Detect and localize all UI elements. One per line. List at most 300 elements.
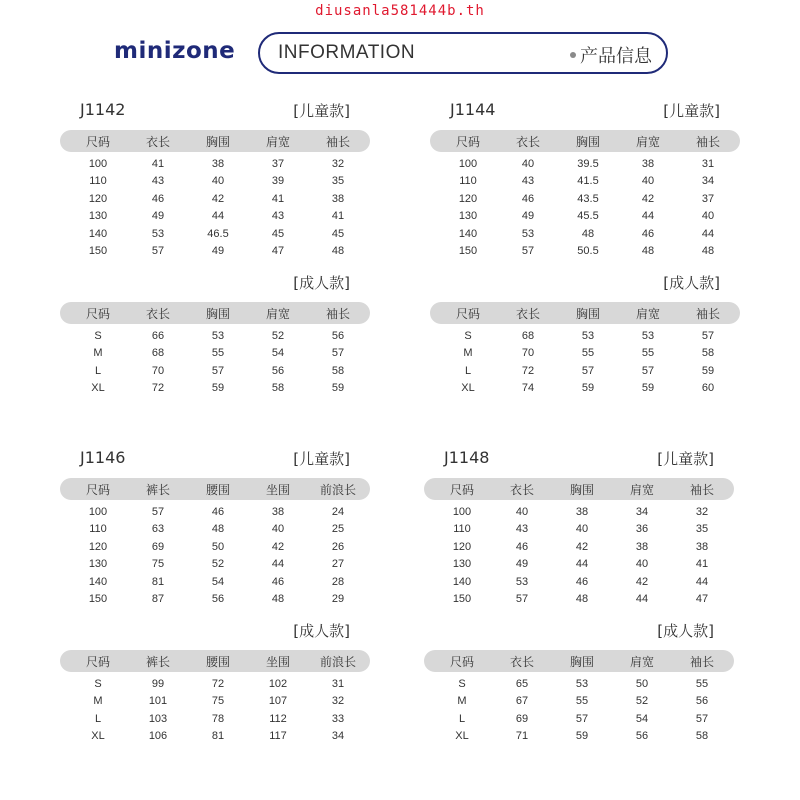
table-cell: 71 — [515, 730, 529, 743]
table-cell: XL — [461, 382, 475, 395]
table-row — [60, 365, 370, 382]
header-cell: 袖长 — [695, 307, 720, 321]
table-cell: 41 — [151, 158, 165, 170]
table-row — [60, 175, 370, 192]
table-cell: 45.5 — [577, 210, 599, 223]
table-cell: 40 — [271, 523, 285, 536]
table-cell: 81 — [211, 730, 225, 743]
table-cell: 32 — [695, 506, 709, 518]
table-cell: 46 — [515, 540, 529, 553]
table-cell: 42 — [575, 540, 589, 553]
header-cell: 尺码 — [85, 307, 110, 321]
table-row — [424, 730, 734, 747]
kids-label: [儿童款] — [293, 450, 350, 468]
table-row — [60, 541, 370, 558]
table-row — [430, 245, 740, 262]
table-row — [424, 678, 734, 695]
table-row — [430, 175, 740, 192]
table-cell: 72 — [151, 382, 165, 395]
table-cell: 57 — [151, 506, 165, 518]
table-cell: 38 — [641, 158, 655, 170]
table-cell: 54 — [211, 575, 225, 588]
table-row — [430, 347, 740, 364]
table-row — [60, 695, 370, 712]
table-row — [60, 347, 370, 364]
table-cell: 55 — [695, 678, 709, 690]
table-cell: 150 — [452, 593, 472, 605]
table-cell: 40 — [211, 175, 225, 188]
table-cell: 44 — [641, 210, 655, 223]
table-cell: 47 — [695, 593, 709, 605]
size-block-j1146 — [60, 448, 370, 748]
table-cell: 42 — [211, 192, 225, 205]
kids-label: [儿童款] — [657, 450, 714, 468]
table-cell: 43 — [271, 210, 285, 223]
header-cell: 衣长 — [509, 655, 534, 669]
product-code: J1146 — [80, 448, 126, 467]
table-cell: 48 — [331, 245, 345, 257]
table-cell: 43 — [515, 523, 529, 536]
table-cell: 102 — [268, 678, 288, 690]
table-row — [60, 558, 370, 575]
table-cell: 99 — [151, 678, 165, 690]
table-row — [430, 330, 740, 347]
table-cell: M — [457, 695, 467, 708]
table-cell: 106 — [148, 730, 168, 743]
table-cell: 53 — [581, 330, 595, 342]
table-cell: 46 — [575, 575, 589, 588]
table-cell: 53 — [211, 330, 225, 342]
table-row — [424, 541, 734, 558]
table-cell: 59 — [701, 364, 715, 377]
table-cell: XL — [455, 730, 469, 743]
table-cell: 38 — [575, 506, 589, 518]
size-block-j1142 — [60, 100, 370, 400]
adult-label: [成人款] — [663, 274, 720, 292]
table-row — [430, 158, 740, 175]
table-cell: 24 — [331, 506, 345, 518]
header-cell: 肩宽 — [629, 655, 654, 669]
table-cell: 56 — [271, 364, 285, 377]
table-cell: 110 — [89, 175, 107, 188]
header-cell: 前浪长 — [319, 655, 356, 669]
table-cell: 25 — [331, 523, 345, 536]
header-cell: 衣长 — [509, 483, 534, 497]
table-cell: 41 — [271, 192, 285, 205]
header-cell: 肩宽 — [265, 135, 290, 149]
table-cell: 120 — [88, 192, 108, 205]
table-cell: 43.5 — [577, 192, 599, 205]
table-cell: S — [94, 330, 102, 342]
size-block-j1144 — [430, 100, 740, 400]
table-cell: 46 — [211, 506, 225, 518]
table-cell: 46 — [641, 227, 655, 240]
table-cell: 130 — [88, 210, 108, 223]
table-cell: 55 — [641, 347, 655, 360]
header-cell: 尺码 — [85, 655, 110, 669]
table-row — [424, 695, 734, 712]
table-cell: 101 — [148, 695, 168, 708]
adult-table-header — [430, 302, 740, 324]
table-cell: 69 — [515, 712, 529, 725]
table-cell: M — [93, 347, 103, 360]
table-cell: 49 — [515, 558, 529, 571]
table-cell: 52 — [211, 558, 225, 571]
table-cell: 39.5 — [577, 158, 599, 170]
header-cell: 胸围 — [575, 135, 600, 149]
info-subtitle — [570, 42, 652, 68]
table-cell: 66 — [151, 330, 165, 342]
table-row — [60, 158, 370, 175]
table-row — [424, 593, 734, 610]
table-cell: 44 — [701, 227, 715, 240]
table-cell: 130 — [452, 558, 472, 571]
header-cell: 坐围 — [265, 655, 290, 669]
header-cell: 尺码 — [449, 483, 474, 497]
table-cell: 150 — [88, 593, 108, 605]
header-cell: 腰围 — [205, 483, 230, 497]
table-cell: 60 — [701, 382, 715, 395]
table-cell: 53 — [575, 678, 589, 690]
table-cell: 40 — [635, 558, 649, 571]
header-cell: 衣长 — [515, 135, 540, 149]
kids-label: [儿童款] — [293, 102, 350, 120]
product-code: J1144 — [450, 100, 496, 119]
table-cell: 56 — [331, 330, 345, 342]
table-row — [60, 523, 370, 540]
header-cell: 尺码 — [449, 655, 474, 669]
table-cell: 34 — [331, 730, 345, 743]
table-cell: 54 — [271, 347, 285, 360]
table-cell: 70 — [521, 347, 535, 360]
table-cell: 38 — [271, 506, 285, 518]
header-cell: 尺码 — [85, 135, 110, 149]
table-cell: 38 — [695, 540, 709, 553]
table-cell: 40 — [575, 523, 589, 536]
adult-label: [成人款] — [657, 622, 714, 640]
header-cell: 尺码 — [85, 483, 110, 497]
table-cell: 120 — [458, 192, 478, 205]
table-cell: 103 — [148, 712, 168, 725]
header-cell: 肩宽 — [265, 307, 290, 321]
table-cell: 47 — [271, 245, 285, 257]
table-cell: 40 — [515, 506, 529, 518]
kids-table-header — [60, 130, 370, 152]
table-cell: 48 — [271, 593, 285, 605]
adult-table-header — [60, 650, 370, 672]
table-cell: 43 — [521, 175, 535, 188]
table-cell: 41 — [695, 558, 709, 571]
table-cell: 53 — [521, 227, 535, 240]
table-cell: 140 — [88, 227, 108, 240]
table-row — [60, 193, 370, 210]
header-cell: 袖长 — [325, 135, 350, 149]
table-cell: 140 — [88, 575, 108, 588]
table-cell: 32 — [331, 158, 345, 170]
table-cell: 58 — [695, 730, 709, 743]
table-cell: 117 — [269, 730, 287, 743]
table-cell: 130 — [458, 210, 478, 223]
kids-label: [儿童款] — [663, 102, 720, 120]
header-cell: 胸围 — [575, 307, 600, 321]
table-row — [60, 730, 370, 747]
table-cell: 44 — [271, 558, 285, 571]
table-cell: 57 — [701, 330, 715, 342]
table-cell: 53 — [515, 575, 529, 588]
table-cell: 78 — [211, 712, 225, 725]
table-cell: 59 — [641, 382, 655, 395]
table-cell: 55 — [211, 347, 225, 360]
product-code: J1142 — [80, 100, 126, 119]
table-cell: 32 — [331, 695, 345, 708]
table-cell: 110 — [89, 523, 107, 536]
table-cell: 59 — [211, 382, 225, 395]
watermark-text: diusanla581444b.th — [315, 3, 485, 19]
table-cell: 34 — [635, 506, 649, 518]
header-cell: 袖长 — [689, 655, 714, 669]
table-cell: L — [458, 712, 466, 725]
table-cell: 48 — [211, 523, 225, 536]
table-cell: 44 — [575, 558, 589, 571]
table-row — [424, 576, 734, 593]
table-cell: 36 — [635, 523, 649, 536]
table-cell: 46 — [151, 192, 165, 205]
info-banner — [258, 32, 668, 74]
table-cell: 48 — [701, 245, 715, 257]
table-cell: 46 — [271, 575, 285, 588]
table-cell: 48 — [581, 227, 595, 240]
table-row — [60, 228, 370, 245]
table-cell: 46 — [521, 192, 535, 205]
table-cell: 74 — [521, 382, 535, 395]
table-cell: 87 — [151, 593, 165, 605]
table-cell: 72 — [211, 678, 225, 690]
table-cell: M — [93, 695, 103, 708]
table-cell: 100 — [88, 506, 108, 518]
table-cell: 55 — [575, 695, 589, 708]
table-cell: 68 — [151, 347, 165, 360]
table-cell: 34 — [701, 175, 715, 188]
kids-table-header — [430, 130, 740, 152]
table-cell: 110 — [453, 523, 471, 536]
table-row — [430, 210, 740, 227]
table-cell: 42 — [635, 575, 649, 588]
table-cell: 57 — [581, 364, 595, 377]
table-cell: 50 — [635, 678, 649, 690]
info-subtitle-text: 产品信息 — [580, 46, 652, 67]
table-row — [424, 523, 734, 540]
table-cell: 59 — [575, 730, 589, 743]
table-cell: 48 — [641, 245, 655, 257]
header-cell: 尺码 — [455, 307, 480, 321]
table-cell: 50.5 — [577, 245, 599, 257]
table-cell: 37 — [701, 192, 715, 205]
table-cell: 44 — [211, 210, 225, 223]
table-cell: 100 — [452, 506, 472, 518]
kids-table-header — [424, 478, 734, 500]
table-cell: 63 — [151, 523, 165, 536]
header-cell: 肩宽 — [635, 135, 660, 149]
table-cell: 58 — [331, 364, 345, 377]
table-cell: L — [94, 712, 102, 725]
table-cell: 67 — [515, 695, 529, 708]
table-cell: 57 — [521, 245, 535, 257]
table-cell: M — [463, 347, 473, 360]
kids-table-header — [60, 478, 370, 500]
table-cell: 100 — [458, 158, 478, 170]
table-cell: 55 — [581, 347, 595, 360]
table-cell: 54 — [635, 712, 649, 725]
adult-table-header — [60, 302, 370, 324]
table-row — [60, 678, 370, 695]
table-cell: 68 — [521, 330, 535, 342]
table-cell: 35 — [695, 523, 709, 536]
header-cell: 胸围 — [569, 655, 594, 669]
table-cell: 31 — [701, 158, 715, 170]
table-cell: 52 — [635, 695, 649, 708]
table-cell: 43 — [151, 175, 165, 188]
table-cell: 81 — [151, 575, 165, 588]
adult-label: [成人款] — [293, 622, 350, 640]
table-cell: 57 — [151, 245, 165, 257]
header-cell: 衣长 — [145, 135, 170, 149]
table-cell: 50 — [211, 540, 225, 553]
table-row — [60, 245, 370, 262]
table-cell: 42 — [271, 540, 285, 553]
table-cell: 41.5 — [577, 175, 599, 188]
table-row — [430, 193, 740, 210]
table-cell: 107 — [268, 695, 288, 708]
table-cell: L — [94, 364, 102, 377]
table-cell: 53 — [641, 330, 655, 342]
table-cell: 41 — [331, 210, 345, 223]
table-cell: 56 — [635, 730, 649, 743]
table-cell: 44 — [695, 575, 709, 588]
header-cell: 衣长 — [515, 307, 540, 321]
table-row — [424, 713, 734, 730]
header-cell: 袖长 — [325, 307, 350, 321]
table-cell: 42 — [641, 192, 655, 205]
header-cell: 腰围 — [205, 655, 230, 669]
table-cell: 28 — [331, 575, 345, 588]
table-cell: 29 — [331, 593, 345, 605]
table-cell: XL — [91, 730, 105, 743]
table-cell: 59 — [581, 382, 595, 395]
table-row — [430, 382, 740, 399]
table-cell: 58 — [701, 347, 715, 360]
table-cell: 40 — [701, 210, 715, 223]
table-cell: 65 — [515, 678, 529, 690]
table-cell: 72 — [521, 364, 535, 377]
header-cell: 前浪长 — [319, 483, 356, 497]
table-cell: XL — [91, 382, 105, 395]
table-cell: 40 — [641, 175, 655, 188]
bullet-dot-icon — [570, 52, 576, 58]
table-cell: 57 — [331, 347, 345, 360]
table-cell: 120 — [88, 540, 108, 553]
header-cell: 裤长 — [145, 655, 170, 669]
table-cell: 35 — [331, 175, 345, 188]
size-block-j1148 — [424, 448, 734, 748]
table-cell: 49 — [151, 210, 165, 223]
table-cell: 49 — [211, 245, 225, 257]
table-cell: 110 — [459, 175, 477, 188]
adult-table-header — [424, 650, 734, 672]
header-cell: 裤长 — [145, 483, 170, 497]
table-row — [424, 506, 734, 523]
table-row — [60, 330, 370, 347]
table-cell: 100 — [88, 158, 108, 170]
table-row — [430, 365, 740, 382]
header-cell: 胸围 — [205, 135, 230, 149]
table-row — [60, 576, 370, 593]
table-cell: 44 — [635, 593, 649, 605]
table-cell: 140 — [458, 227, 478, 240]
table-cell: 69 — [151, 540, 165, 553]
table-cell: 37 — [271, 158, 285, 170]
table-row — [60, 210, 370, 227]
table-cell: 59 — [331, 382, 345, 395]
header-cell: 衣长 — [145, 307, 170, 321]
table-cell: 45 — [271, 227, 285, 240]
table-cell: 33 — [331, 712, 345, 725]
table-cell: 57 — [575, 712, 589, 725]
table-cell: 140 — [452, 575, 472, 588]
table-cell: 56 — [211, 593, 225, 605]
table-cell: 57 — [515, 593, 529, 605]
table-cell: 39 — [271, 175, 285, 188]
table-cell: 112 — [269, 712, 287, 725]
header-cell: 坐围 — [265, 483, 290, 497]
table-cell: 70 — [151, 364, 165, 377]
header-cell: 胸围 — [569, 483, 594, 497]
table-cell: 49 — [521, 210, 535, 223]
table-cell: 31 — [331, 678, 345, 690]
table-row — [60, 713, 370, 730]
table-row — [424, 558, 734, 575]
header-cell: 袖长 — [689, 483, 714, 497]
table-cell: 38 — [635, 540, 649, 553]
table-cell: 58 — [271, 382, 285, 395]
table-row — [60, 382, 370, 399]
table-cell: 40 — [521, 158, 535, 170]
table-cell: 130 — [88, 558, 108, 571]
table-cell: 57 — [695, 712, 709, 725]
table-cell: L — [464, 364, 472, 377]
info-title: INFORMATION — [278, 42, 416, 63]
table-cell: S — [94, 678, 102, 690]
table-row — [60, 506, 370, 523]
brand-logo: minizone — [114, 38, 236, 64]
table-cell: 150 — [88, 245, 108, 257]
table-cell: 57 — [211, 364, 225, 377]
table-cell: 150 — [458, 245, 478, 257]
table-row — [430, 228, 740, 245]
table-cell: S — [464, 330, 472, 342]
table-cell: S — [458, 678, 466, 690]
table-cell: 52 — [271, 330, 285, 342]
table-cell: 48 — [575, 593, 589, 605]
table-cell: 120 — [452, 540, 472, 553]
header-cell: 肩宽 — [629, 483, 654, 497]
table-cell: 38 — [211, 158, 225, 170]
header-cell: 胸围 — [205, 307, 230, 321]
table-cell: 75 — [211, 695, 225, 708]
table-cell: 46.5 — [207, 227, 229, 240]
table-cell: 45 — [331, 227, 345, 240]
table-cell: 57 — [641, 364, 655, 377]
table-cell: 53 — [151, 227, 165, 240]
